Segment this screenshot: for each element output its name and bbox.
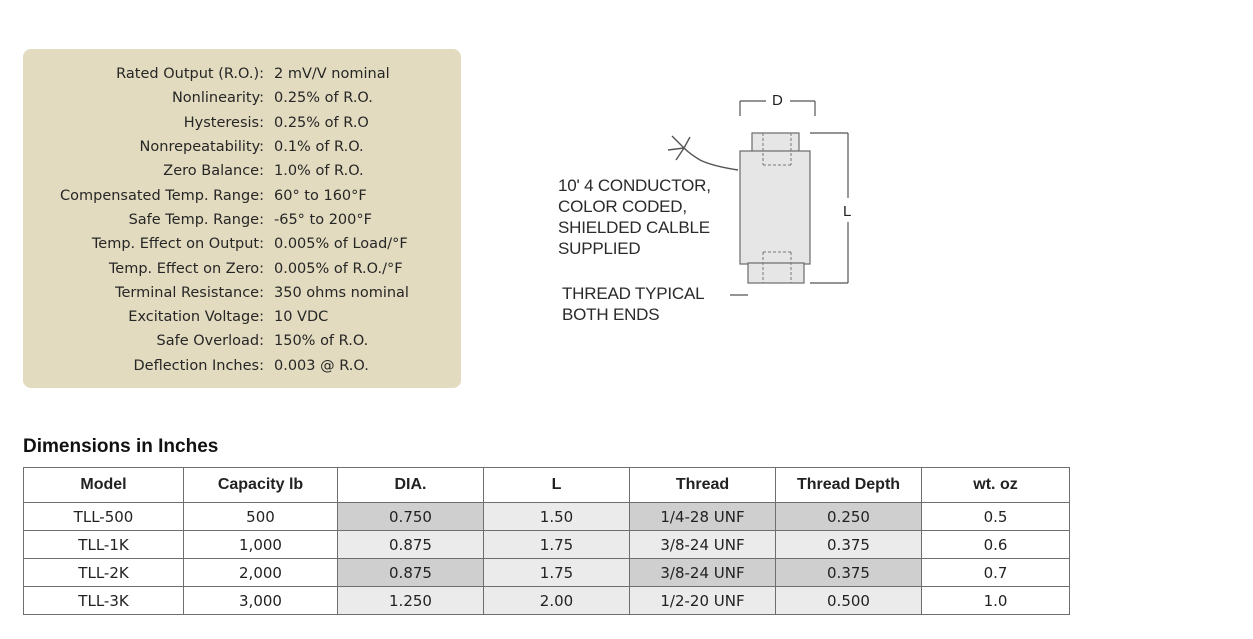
- spec-label: Nonlinearity:: [171, 90, 264, 107]
- table-cell: 0.500: [776, 587, 922, 615]
- spec-row: [23, 183, 461, 207]
- specifications-panel: [23, 49, 461, 388]
- table-row: [24, 531, 1070, 559]
- spec-label: Hysteresis:: [183, 114, 264, 131]
- spec-label: Excitation Voltage:: [128, 309, 264, 326]
- table-cell: 0.375: [776, 559, 922, 587]
- spec-label: Compensated Temp. Range:: [60, 187, 264, 204]
- spec-value: 0.003 @ R.O.: [274, 357, 369, 374]
- table-cell: 0.875: [338, 559, 484, 587]
- table-cell: 2.00: [484, 587, 630, 615]
- cable-note: [558, 175, 711, 259]
- table-cell: 1.50: [484, 503, 630, 531]
- cable-note-line: 10' 4 CONDUCTOR,: [558, 176, 711, 195]
- column-header-thread: Thread: [630, 468, 776, 503]
- dimensions-title: Dimensions in Inches: [23, 436, 219, 457]
- spec-value: 150% of R.O.: [274, 333, 369, 350]
- spec-value: 0.25% of R.O.: [274, 90, 373, 107]
- table-cell: 3,000: [184, 587, 338, 615]
- spec-label: Safe Overload:: [156, 333, 264, 350]
- table-cell: 2,000: [184, 559, 338, 587]
- spec-value: 0.005% of R.O./°F: [274, 260, 403, 277]
- table-cell: 0.375: [776, 531, 922, 559]
- spec-label: Terminal Resistance:: [115, 284, 264, 301]
- column-header-thread-depth: Thread Depth: [776, 468, 922, 503]
- column-header-capacity: Capacity lb: [184, 468, 338, 503]
- table-cell: TLL-3K: [24, 587, 184, 615]
- thread-note: [562, 283, 704, 325]
- spec-row: [23, 86, 461, 110]
- spec-label: Rated Output (R.O.):: [116, 66, 264, 83]
- table-cell: 0.750: [338, 503, 484, 531]
- spec-label: Zero Balance:: [163, 163, 264, 180]
- thread-note-line: THREAD TYPICAL: [562, 284, 705, 303]
- table-cell: 1.75: [484, 559, 630, 587]
- table-row: [24, 503, 1070, 531]
- load-cell-body: [740, 133, 810, 283]
- table-cell: 1.250: [338, 587, 484, 615]
- dimension-d-label: D: [772, 92, 783, 109]
- table-cell: 1.0: [922, 587, 1070, 615]
- spec-row: [23, 62, 461, 86]
- table-cell: 0.250: [776, 503, 922, 531]
- cable-note-line: COLOR CODED,: [558, 197, 687, 216]
- table-cell: 1.75: [484, 531, 630, 559]
- thread-note-line: BOTH ENDS: [562, 305, 660, 324]
- table-cell: 0.7: [922, 559, 1070, 587]
- spec-row: [23, 208, 461, 232]
- spec-row: [23, 329, 461, 353]
- spec-row: [23, 135, 461, 159]
- spec-value: 10 VDC: [274, 309, 329, 326]
- spec-label: Safe Temp. Range:: [128, 211, 264, 228]
- table-cell: 500: [184, 503, 338, 531]
- spec-value: 2 mV/V nominal: [274, 66, 390, 83]
- column-header-weight: wt. oz: [922, 468, 1070, 503]
- spec-value: 60° to 160°F: [274, 187, 367, 204]
- table-cell: TLL-500: [24, 503, 184, 531]
- spec-row: [23, 159, 461, 183]
- spec-label: Temp. Effect on Zero:: [108, 260, 264, 277]
- table-cell: TLL-1K: [24, 531, 184, 559]
- table-cell: 3/8-24 UNF: [630, 559, 776, 587]
- table-cell: 1/2-20 UNF: [630, 587, 776, 615]
- spec-value: -65° to 200°F: [274, 211, 372, 228]
- table-row: [24, 559, 1070, 587]
- spec-row: [23, 281, 461, 305]
- spec-value: 0.1% of R.O.: [274, 139, 364, 156]
- cable-wires: [668, 136, 738, 170]
- table-cell: 0.5: [922, 503, 1070, 531]
- column-header-dia: DIA.: [338, 468, 484, 503]
- spec-value: 350 ohms nominal: [274, 284, 409, 301]
- spec-row: [23, 305, 461, 329]
- spec-value: 0.25% of R.O: [274, 114, 369, 131]
- table-header-row: [24, 468, 1070, 503]
- table-row: [24, 587, 1070, 615]
- table-cell: 3/8-24 UNF: [630, 531, 776, 559]
- table-cell: TLL-2K: [24, 559, 184, 587]
- dimension-l-label: L: [843, 203, 852, 220]
- cable-note-line: SHIELDED CALBLE: [558, 218, 710, 237]
- table-cell: 1,000: [184, 531, 338, 559]
- spec-value: 1.0% of R.O.: [274, 163, 364, 180]
- cable-note-line: SUPPLIED: [558, 239, 641, 258]
- spec-row: [23, 111, 461, 135]
- column-header-model: Model: [24, 468, 184, 503]
- table-cell: 1/4-28 UNF: [630, 503, 776, 531]
- spec-value: 0.005% of Load/°F: [274, 236, 408, 253]
- spec-label: Nonrepeatability:: [139, 139, 264, 156]
- dimensions-table: [23, 467, 1070, 615]
- spec-label: Deflection Inches:: [133, 357, 264, 374]
- table-cell: 0.6: [922, 531, 1070, 559]
- table-cell: 0.875: [338, 531, 484, 559]
- spec-row: [23, 354, 461, 378]
- spec-row: [23, 256, 461, 280]
- column-header-l: L: [484, 468, 630, 503]
- spec-row: [23, 232, 461, 256]
- spec-label: Temp. Effect on Output:: [91, 236, 264, 253]
